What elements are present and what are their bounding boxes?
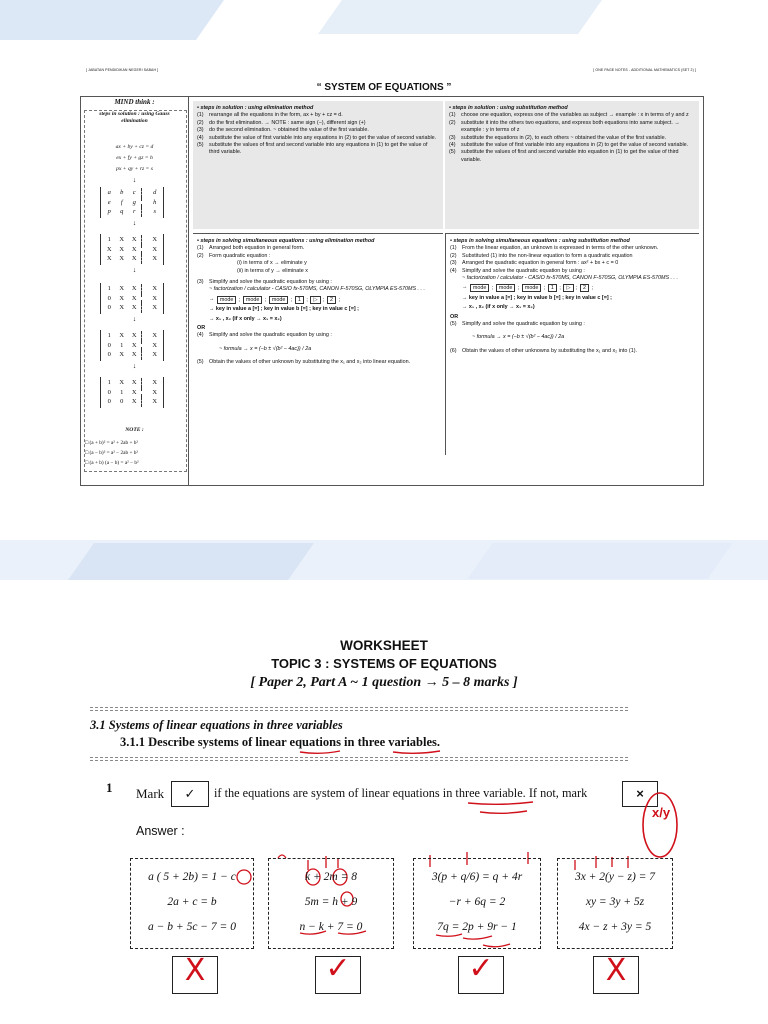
equation: 3(p + q/6) = q + 4r [431,871,523,883]
step-text: Simplify and solve the quadratic equation by using : [209,332,332,339]
list-item: (3) Simplify and solve the quadratic equation by using : [197,279,332,286]
step-text: do the first elimination. → NOTE : same sign (−), different sign (+) [209,119,366,126]
list-item: (2) Form quadratic equation : [197,252,271,259]
equation: 4x − z + 3y = 5 [578,921,652,933]
identity-text: (a + b) (a − b) = a² − b² [89,460,139,466]
mind-think-title: MIND think : [114,98,155,106]
handwritten-annotation: x/y [652,805,671,820]
equation: 3x + 2(y − z) = 7 [574,871,656,883]
step-text: substitute it into the others two equations, and express both equations into same subject. → example : y in terms of z [461,119,680,134]
matrix-entry: X [152,398,158,405]
matrix-entry: X [119,332,125,339]
step-number: (2) [197,119,204,126]
matrix-entry: e [107,198,111,206]
step-text: substitute the equations in (2), to each others ~ obtained the value of the first variable. [461,134,667,141]
paper-info: [ Paper 2, Part A ~ 1 question → 5 – 8 marks ] [250,675,518,690]
matrix-entry: X [119,294,125,302]
sim-substitution-heading: • steps in solving simultaneous equations : using substitution method [450,238,630,244]
matrix-entry: X [119,285,125,292]
matrix-entry: X [131,379,137,386]
step-text: (ii) in terms of y → eliminate x [237,267,308,274]
gauss-heading: steps in solution : using Gauss elimination [99,111,170,124]
answer-box-1[interactable] [172,953,218,994]
matrix-entry: 1 [120,388,124,396]
matrix-entry: f [120,198,123,206]
step-text: substitute the value of first variable into any equations in (2) to get the value of second variable. [209,134,437,141]
matrix-entry: X [119,379,125,386]
matrix-entry: g [132,198,136,206]
step-number: (1) [197,112,204,119]
calculator-key: mode [217,296,237,304]
matrix-entry: 1 [107,379,111,386]
list-item: (2) Substituted (1) into the non-linear equation to form a quadratic equation [450,252,633,259]
calculator-key: 1 [548,284,557,292]
list-item: (1) Arranged both equation in general form. [197,245,305,252]
matrix-entry: X [152,332,158,339]
matrix-entry: 0 [107,304,111,311]
step-number: (5) [197,142,204,149]
matrix-entry: 1 [107,332,111,339]
step-text: substitute the values of first and second variable into any equations in (1) to get the value of third variable. [209,142,428,156]
matrix-entry: X [119,245,125,253]
tick-box: ✓ [171,781,209,807]
matrix-entry: p [107,208,111,215]
matrix-entry: 1 [107,236,111,243]
check-mark-icon: ✓ [325,951,351,986]
step-text: Arranged the quadratic equation in general form : ax² + bx + c = 0 [462,260,619,267]
matrix-entry: X [152,351,158,358]
note-title: NOTE : [125,427,144,433]
step-text: ~ factorization / calculator - CASIO fx-570MS, CANON F-570SG, OLYMPIA ES-570MS . . . [209,286,426,293]
equation: xy = 3y + 5z [585,896,645,908]
step-text: Form quadratic equation : [209,252,271,259]
cross-mark-icon: X [605,953,627,988]
step-text: Obtain the values of other unknown by substituting the x₁ and x₂ into linear equation. [209,359,411,366]
question-text: if the equations are system of linear equations in three variable. If not, mark [214,786,588,800]
step-text: rearrange all the equations in the form, ax + by + cz = d. [209,112,343,119]
equation: 5m = h + 9 [304,896,358,908]
matrix-entry: a [107,189,111,196]
matrix-entry: s [153,208,157,215]
list-item: (6) Obtain the values of other unknowns by substituting the x₁ and x₂ into (1). [450,347,638,354]
matrix-entry: X [131,341,137,349]
list-item: (4) Simplify and solve the quadratic equation by using : [197,332,332,339]
down-arrow-icon: ↓ [132,176,137,184]
sim-elimination-heading: • steps in solving simultaneous equations : using elimination method [197,238,375,244]
matrix-entry: X [131,255,137,262]
matrix-entry: X [106,255,112,262]
calculator-keys: mode ; mode ; mode ; 1 ; ▷ ; 2 ; [469,284,593,292]
step-text: do the second elimination. ~ obtained the value of the first variable. [209,127,369,134]
header-left: [ JABATAN PENDIDIKAN NEGERI SABAH ] [86,68,159,72]
matrix-entry: r [132,208,136,215]
step-number: (4) [449,142,456,149]
calculator-key: mode [522,284,542,292]
equation: a − b + 5c − 7 = 0 [148,921,236,933]
step-text: Obtain the values of other unknowns by substituting the x₁ and x₂ into (1). [462,347,638,354]
matrix-entry: X [131,388,137,396]
step-text: substitute the values of first and second variable into equation in (1) to get the value of third variable. [461,149,679,163]
key-sequence: → mode ; mode ; mode ; 1 ; ▷ ; 2 ; [462,284,594,292]
identity-2: □ (a − b)² = a² − 2ab + b² [85,450,139,456]
matrix-entry: X [152,294,158,302]
question-number: 1 [106,780,113,795]
step-text: Simplify and solve the quadratic equation by using : [462,267,585,274]
or-label: OR [450,313,459,320]
identity-3: □ (a + b) (a − b) = a² − b² [85,460,139,466]
equation: −r + 6q = 2 [448,896,506,908]
matrix-entry: 0 [107,398,111,405]
matrix-entry: X [152,341,158,349]
matrix-entry: 0 [120,398,124,405]
calculator-key: mode [243,296,263,304]
step-number: (1) [449,112,456,119]
equation-box-3 [413,858,541,949]
equation: n − k + 7 = 0 [299,921,363,933]
matrix-entry: X [131,332,137,339]
equation: a ( 5 + 2b) = 1 − c [148,871,236,883]
matrix-entry: X [152,379,158,386]
step-number: (2) [449,119,456,126]
matrix-entry: 0 [107,351,111,358]
step-text: → key in value a [=] ; key in value b [=] ; key in value c [=] ; [462,294,612,301]
question-mark-word: Mark [136,786,165,801]
matrix-entry: X [106,245,112,253]
matrix-entry: X [131,398,137,405]
answer-box-2[interactable] [315,951,361,994]
matrix-entry: X [152,304,158,311]
calculator-key: ▷ [563,284,573,292]
cross-box: × [622,781,658,807]
equation: 2a + c = b [167,896,217,908]
equation: ax + by + cz = d [115,144,154,150]
matrix-entry: X [119,351,125,358]
answer-label: Answer : [136,824,185,838]
matrix-entry: X [152,245,158,253]
matrix-entry: X [131,245,137,253]
calculator-key: 2 [327,296,336,304]
matrix-entry: X [119,255,125,262]
equation-box-4 [557,858,673,949]
matrix-entry: X [131,285,137,292]
matrix-entry: X [131,351,137,358]
calculator-key: mode [496,284,516,292]
step-text: From the linear equation, an unknown is expressed in terms of the other unknown. [462,245,659,252]
step-text: Simplify and solve the quadratic equation by using : [462,321,585,328]
matrix-entry: q [120,208,124,215]
step-text: substitute the value of first variable into any equations in (2) to get the value of second variable. [461,142,689,149]
step-text: choose one equation, express one of the variables as subject → example : x in terms of y and z [461,112,689,119]
calculator-key: 1 [295,296,304,304]
cross-mark-icon: X [184,953,206,988]
matrix-entry: 1 [120,341,124,349]
matrix-entry: X [131,236,137,243]
calculator-key: mode [269,296,289,304]
step-text: Simplify and solve the quadratic equation by using : [209,279,332,286]
down-arrow-icon: ↓ [132,219,137,227]
list-item: (3) Arranged the quadratic equation in general form : ax² + bx + c = 0 [450,260,619,267]
step-text: → key in value a [=] ; key in value b [=] ; key in value c [=] ; [209,306,359,313]
calculator-key: ▷ [310,296,320,304]
header-right: [ ONE PAGE NOTES - ADDITIONAL MATHEMATICS (SET 2) ] [593,68,696,72]
answer-box-3[interactable] [458,951,504,994]
list-item: (1) From the linear equation, an unknown is expressed in terms of the other unknown. [450,245,659,252]
matrix-entry: b [120,189,124,196]
equation: ex + fy + gz = h [116,155,153,161]
step-text: (i) in terms of x → eliminate y [237,260,307,267]
matrix-entry: X [119,236,125,243]
calculator-key: 2 [580,284,589,292]
matrix-entry: 0 [107,388,111,396]
step-text: ~ factorization / calculator - CASIO fx-570MS, CANON F-570SG, OLYMPIA ES-570MS . . . [462,275,679,282]
elimination-heading: • steps in solution : using elimination method [197,105,314,111]
step-number: (3) [197,127,204,134]
equation: k + 2m = 8 [305,871,357,883]
equation: 7q = 2p + 9r − 1 [437,921,517,933]
page-title: “ SYSTEM OF EQUATIONS ” [316,82,452,93]
list-item: (4) Simplify and solve the quadratic equation by using : [450,267,585,274]
matrix-entry: d [153,189,157,196]
key-sequence: → mode ; mode ; mode ; 1 ; ▷ ; 2 ; [209,295,341,303]
equation-box-1 [130,858,254,949]
step-text: Substituted (1) into the non-linear equation to form a quadratic equation [462,252,633,259]
step-text: → x₁ , x₂ (if x only → x₁ = x₂) [462,304,535,311]
subsection-title: 3.1.1 Describe systems of linear equations in three variables. [120,735,441,749]
worksheet-title: WORKSHEET [340,638,428,653]
substitution-heading: • steps in solution : using substitution method [449,105,568,111]
calculator-keys: mode ; mode ; mode ; 1 ; ▷ ; 2 ; [216,296,340,304]
step-text: Arranged both equation in general form. [209,245,305,252]
identity-1: □ (a + b)² = a² + 2ab + b² [85,440,139,446]
down-arrow-icon: ↓ [132,315,137,323]
quadratic-formula: ~ formula → x = (−b ± √(b² − 4ac)) / 2a [219,345,312,352]
matrix-entry: X [131,294,137,302]
topic-title: TOPIC 3 : SYSTEMS OF EQUATIONS [271,656,497,671]
list-item: (5) Obtain the values of other unknown by substituting the x₁ and x₂ into linear equation. [197,359,411,366]
down-arrow-icon: ↓ [132,362,137,370]
step-text: → x₁ , x₂ (if x only → x₁ = x₂) [209,315,282,322]
step-number: (5) [449,149,456,156]
matrix-entry: c [132,189,136,196]
section-title: 3.1 Systems of linear equations in three variables [90,718,343,732]
list-item: (5) Simplify and solve the quadratic equation by using : [450,321,585,328]
down-arrow-icon: ↓ [132,266,137,274]
quadratic-formula: ~ formula → x = (−b ± √(b² − 4ac)) / 2a [472,334,565,341]
identity-text: (a − b)² = a² − 2ab + b² [89,450,139,456]
equation: px + qy + rz = s [116,166,153,172]
or-label: OR [197,325,206,332]
matrix-entry: 0 [107,294,111,302]
matrix-entry: 0 [107,341,111,349]
matrix-entry: X [152,388,158,396]
matrix-entry: X [152,255,158,262]
matrix-entry: X [152,236,158,243]
matrix-entry: 1 [107,285,111,292]
check-mark-icon: ✓ [468,951,494,986]
answer-box-4[interactable] [593,953,639,994]
calculator-key: mode [470,284,490,292]
equation-box-2 [268,858,394,949]
matrix-entry: X [131,304,137,311]
identity-text: (a + b)² = a² + 2ab + b² [89,440,139,446]
step-number: (4) [197,134,204,141]
matrix-entry: X [119,304,125,311]
step-number: (3) [449,134,456,141]
matrix-entry: X [152,285,158,292]
matrix-entry: h [153,198,157,206]
